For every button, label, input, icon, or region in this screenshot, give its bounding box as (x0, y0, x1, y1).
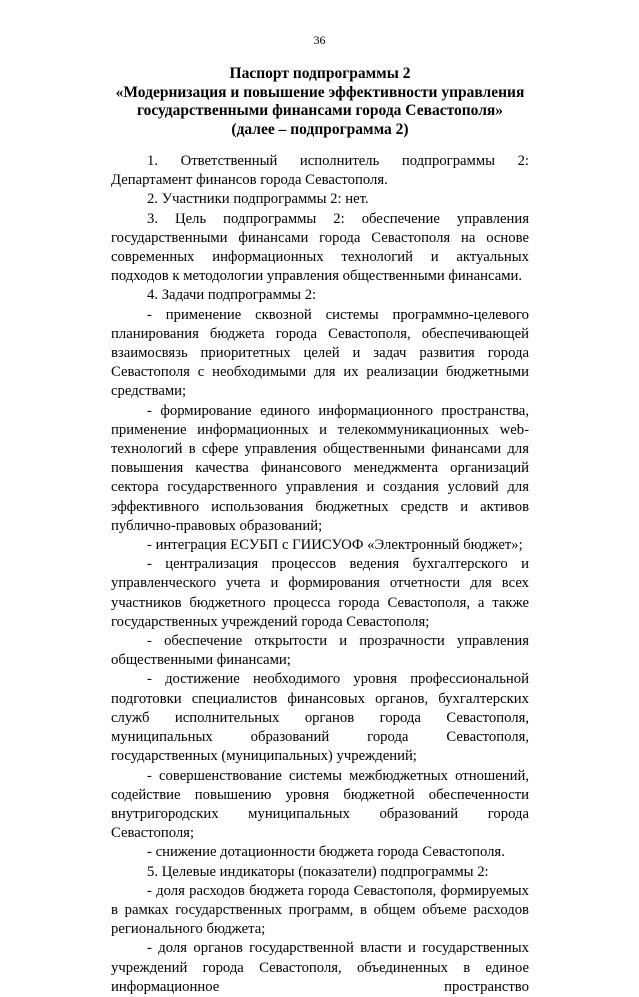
list-item-task: - применение сквозной системы программно-целевого планирования бюджета города Севастополя, обеспечивающей взаимосвязь приоритетных целей и задач развития города Севастополя с необходимыми для их реализации бюджетными средствами; (111, 306, 529, 400)
document-body (111, 152, 529, 997)
list-item-task: - совершенствование системы межбюджетных отношений, содействие повышению уровня бюджетной обеспеченности внутригородских муниципальных образований города Севастополя; (111, 767, 529, 842)
title-line-3: государственными финансами города Севастополя» (136, 102, 504, 119)
paragraph-tasks-heading: 4. Задачи подпрограммы 2: (147, 287, 317, 304)
list-item-indicator: - доля органов государственной власти и государственных учреждений города Севастополя, объединенных в единое информационное пространство (111, 940, 529, 995)
list-item-task: - интеграция ЕСУБП с ГИИСУОФ «Электронный бюджет»; (147, 537, 523, 554)
page-number: 36 (313, 33, 326, 47)
title-line-2: «Модернизация и повышение эффективности управления (115, 83, 525, 101)
paragraph-indicators-heading: 5. Целевые индикаторы (показатели) подпрограммы 2: (147, 863, 489, 880)
list-item-task: - формирование единого информационного пространства, применение информационных и телекоммуникационных web-технологий в сфере управления общественными финансами для повышения качества финансового менеджмента организаций сектора государственного управления и создания условий для эффективного использования бюджетных средств и активов публично-правовых образований; (111, 402, 529, 534)
paragraph-participants: 2. Участники подпрограммы 2: нет. (147, 191, 369, 208)
document-title (110, 65, 530, 139)
paragraph-responsible-executor: 1. Ответственный исполнитель подпрограммы 2: Департамент финансов города Севастополя. (111, 153, 529, 189)
paragraph-goal: 3. Цель подпрограммы 2: обеспечение управления государственными финансами города Севастополя на основе современных информационных технологий и актуальных подходов к методологии управления общественными финансами. (111, 210, 529, 285)
list-item-task: - снижение дотационности бюджета города Севастополя. (147, 844, 505, 861)
list-item-task: - достижение необходимого уровня профессиональной подготовки специалистов финансовых органов, бухгалтерских служб исполнительных органов города Севастополя, муниципальных образований города Севастополя, государственных (муниципальных) учреждений; (111, 671, 529, 765)
list-item-task: - централизация процессов ведения бухгалтерского и управленческого учета и формирования отчетности для всех участников бюджетного процесса города Севастополя, а также государственных учреждений города Севастополя; (111, 556, 529, 630)
list-item-indicator: - доля расходов бюджета города Севастополя, формируемых в рамках государственных программ, в общем объеме расходов регионального бюджета; (111, 882, 529, 938)
title-line-4: (далее – подпрограмма 2) (231, 120, 409, 138)
list-item-task: - обеспечение открытости и прозрачности управления общественными финансами; (111, 633, 529, 669)
title-line-1: Паспорт подпрограммы 2 (229, 65, 411, 82)
